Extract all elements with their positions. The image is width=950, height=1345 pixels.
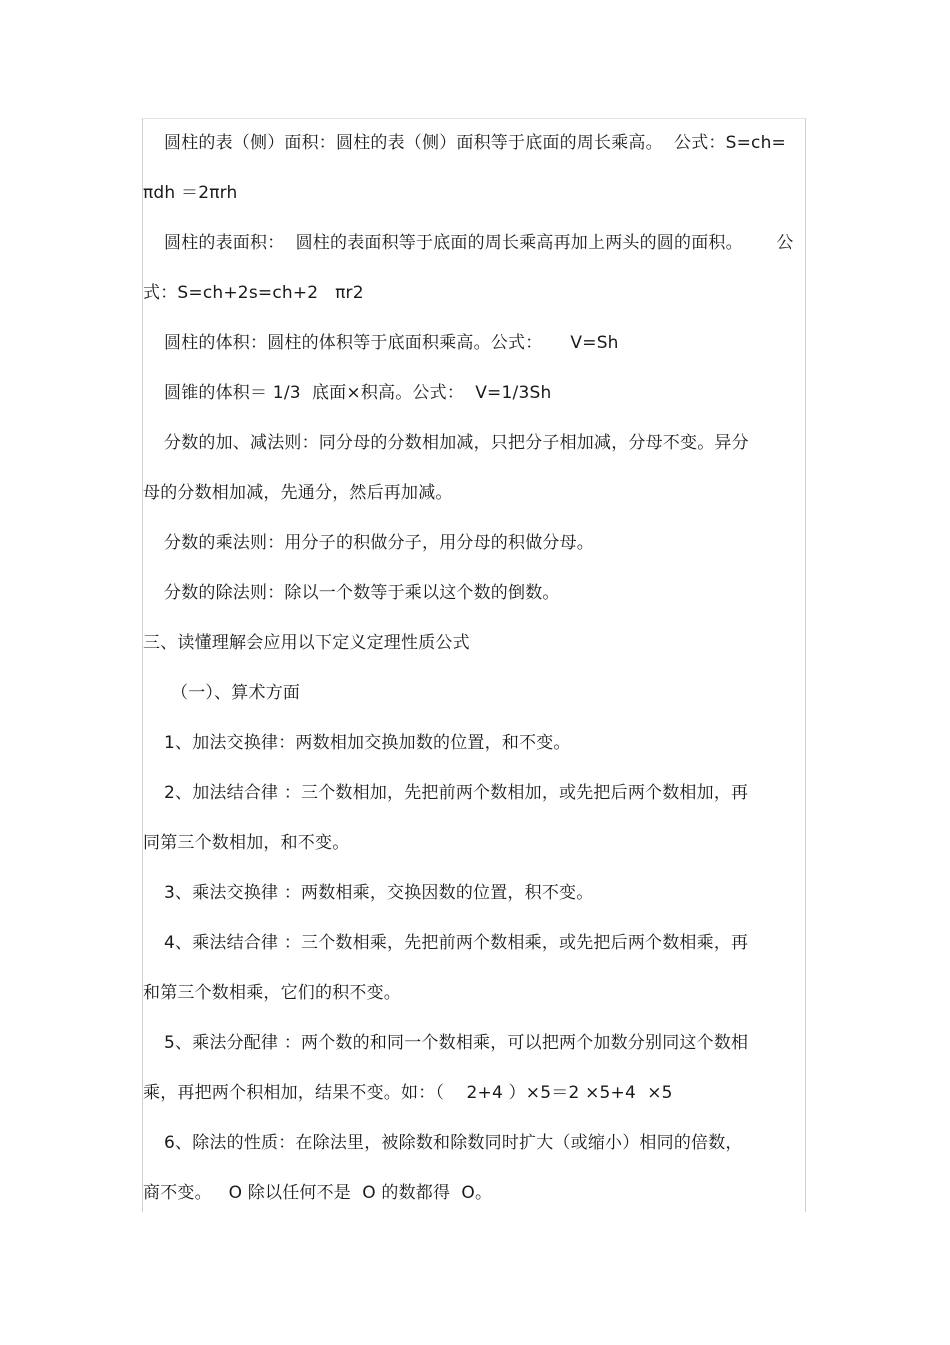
law-item-5-line-2: 乘，再把两个积相加，结果不变。如：（ 2+4 ）×5＝2 ×5+4 ×5 [143,1083,673,1103]
cone-volume-line: 圆锥的体积＝ 1/3 底面×积高。公式： V=1/3Sh [164,383,552,403]
law-item-6-line-1: 6、除法的性质：在除法里，被除数和除数同时扩大（或缩小）相同的倍数， [164,1133,743,1153]
cylinder-lateral-area-line-1: 圆柱的表（侧）面积：圆柱的表（侧）面积等于底面的周长乘高。 公式：S=ch= [164,133,787,153]
fraction-add-sub-line-1: 分数的加、减法则：同分母的分数相加减，只把分子相加减，分母不变。异分 [164,433,749,453]
law-item-4-line-2: 和第三个数相乘，它们的积不变。 [143,983,401,1003]
law-item-5-line-1: 5、乘法分配律 ：两个数的和同一个数相乘，可以把两个加数分别同这个数相 [164,1033,749,1053]
law-item-1: 1、加法交换律：两数相加交换加数的位置，和不变。 [164,733,571,753]
cylinder-volume-line: 圆柱的体积：圆柱的体积等于底面积乘高。公式： V=Sh [164,333,619,353]
fraction-multiply-line: 分数的乘法则：用分子的积做分子，用分母的积做分母。 [164,533,594,553]
law-item-4-line-1: 4、乘法结合律 ：三个数相乘，先把前两个数相乘，或先把后两个数相乘，再 [164,933,749,953]
subsection-heading-arithmetic: （一）、算术方面 [171,683,301,703]
law-item-3: 3、乘法交换律 ：两数相乘，交换因数的位置，积不变。 [164,883,594,903]
law-item-2-line-1: 2、加法结合律 ：三个数相加，先把前两个数相加，或先把后两个数相加，再 [164,783,749,803]
fraction-divide-line: 分数的除法则：除以一个数等于乘以这个数的倒数。 [164,583,560,603]
fraction-add-sub-line-2: 母的分数相加减，先通分，然后再加减。 [143,483,453,503]
law-item-2-line-2: 同第三个数相加，和不变。 [143,833,350,853]
cylinder-surface-area-line-2: 式：S=ch+2s=ch+2 πr2 [143,283,364,303]
cylinder-surface-area-line-1: 圆柱的表面积： 圆柱的表面积等于底面的周长乘高再加上两头的圆的面积。 公 [164,233,794,253]
cylinder-lateral-area-line-2: πdh ＝2πrh [143,183,238,203]
section-heading-three: 三、读懂理解会应用以下定义定理性质公式 [143,633,470,653]
document-body [143,118,805,1218]
law-item-6-line-2: 商不变。 O 除以任何不是 O 的数都得 O。 [143,1183,493,1203]
